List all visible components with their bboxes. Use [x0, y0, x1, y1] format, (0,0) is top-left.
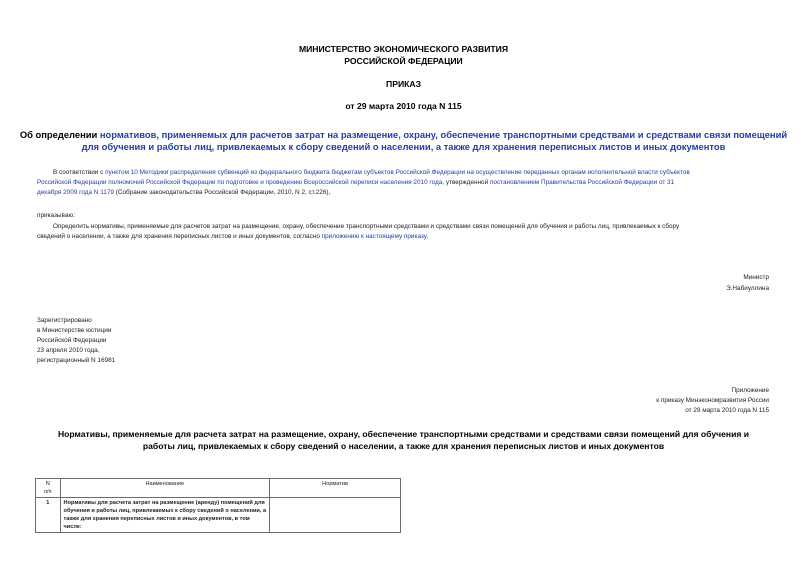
- title-link[interactable]: нормативов, применяемых для расчетов затрат на размещение, охрану, обеспечение транспортными средствами и средствами связи помещений: [99, 129, 788, 140]
- row-num: 1: [36, 498, 61, 533]
- p1-mid: , утвержденной: [442, 179, 490, 186]
- paragraph-legal-basis: [37, 168, 772, 198]
- appendix-order-date: от 29 марта 2010 года N 115: [685, 407, 769, 414]
- resolution-link[interactable]: постановлением Правительства Российской Федерации от 31: [489, 179, 675, 186]
- appendix-block: [656, 386, 769, 416]
- registration-line: в Министерстве юстиции: [37, 327, 112, 334]
- table-header-row: [36, 479, 401, 498]
- signature-name: Э.Набиуллина: [726, 285, 769, 292]
- row-name: Нормативы для расчета затрат на размещение (аренду) помещений для обучения и работы лиц, привлекаемых к сбору сведений о населении, а также для хранения переписных листов и иных документов, в том числе:: [60, 498, 270, 533]
- col-header-norm: Норматив: [270, 479, 401, 498]
- table-row: [36, 498, 401, 533]
- ministry-line-2: РОССИЙСКОЙ ФЕДЕРАЦИИ: [344, 56, 463, 66]
- registration-block: [37, 316, 115, 366]
- doc-title-line-1: [0, 129, 807, 141]
- row-norm: [270, 498, 401, 533]
- doc-title-line-2[interactable]: для обучения и работы лиц, привлекаемых к сбору сведений о населении, а также для хранения переписных листов и иных документов: [81, 141, 726, 152]
- appendix-link[interactable]: приложению к настоящему приказу: [321, 233, 427, 240]
- registration-line: 23 апреля 2010 года,: [37, 347, 100, 354]
- registration-line: Зарегистрировано: [37, 317, 92, 324]
- appendix-order-ref: к приказу Минэкономразвития России: [656, 397, 769, 404]
- p3-end: .: [426, 233, 429, 240]
- doc-type: ПРИКАЗ: [386, 79, 421, 89]
- p3-line-1: Определить нормативы, применяемые для расчетов затрат на размещение, охрану, обеспечение транспортными средствами и средствами связи помещений для обучения и работы лиц, привлекаемых к сбору: [53, 223, 680, 230]
- col-header-name: Наименование: [60, 479, 270, 498]
- appendix-label: Приложение: [731, 387, 769, 394]
- signature-position: Министр: [743, 274, 769, 281]
- paragraph-determine: [37, 222, 772, 242]
- p3-line-2: сведений о населении, а также для хранения переписных листов и иных документов, согласно: [37, 233, 322, 240]
- order-word: приказываю:: [37, 212, 75, 219]
- title-prefix: Об определении: [19, 129, 100, 140]
- resolution-link-cont[interactable]: декабря 2009 года N 1179: [37, 189, 114, 196]
- doc-date-number: от 29 марта 2010 года N 115: [345, 101, 462, 111]
- ministry-line-1: МИНИСТЕРСТВО ЭКОНОМИЧЕСКОГО РАЗВИТИЯ: [298, 44, 509, 54]
- registration-line: Российской Федерации: [37, 337, 107, 344]
- methodology-link[interactable]: пунктом 10 Методики распределения субвенций из федерального бюджета бюджетам субъектов Российской Федерации на осуществление переданных органам исполнительной власти субъектов: [105, 169, 690, 176]
- col-header-num: N п/п: [36, 479, 61, 498]
- appendix-title-line-1: Нормативы, применяемые для расчета затрат на размещение, охрану, обеспечение транспортными средствами и средствами связи помещений для обучения и: [57, 429, 750, 439]
- p1-start: В соответствии с: [53, 169, 106, 176]
- methodology-link-cont[interactable]: Российской Федерации полномочий Российской Федерации по подготовке и проведению Всероссийской переписи населения 2010 года: [37, 179, 443, 186]
- p1-end: (Собрание законодательства Российской Федерации, 2010, N 2, ст.226),: [113, 189, 331, 196]
- appendix-title-line-2: работы лиц, привлекаемых к сбору сведений о населении, а также для хранения переписных листов и иных документов: [142, 441, 665, 451]
- norms-table: [35, 478, 401, 533]
- registration-line: регистрационный N 16981: [37, 357, 116, 364]
